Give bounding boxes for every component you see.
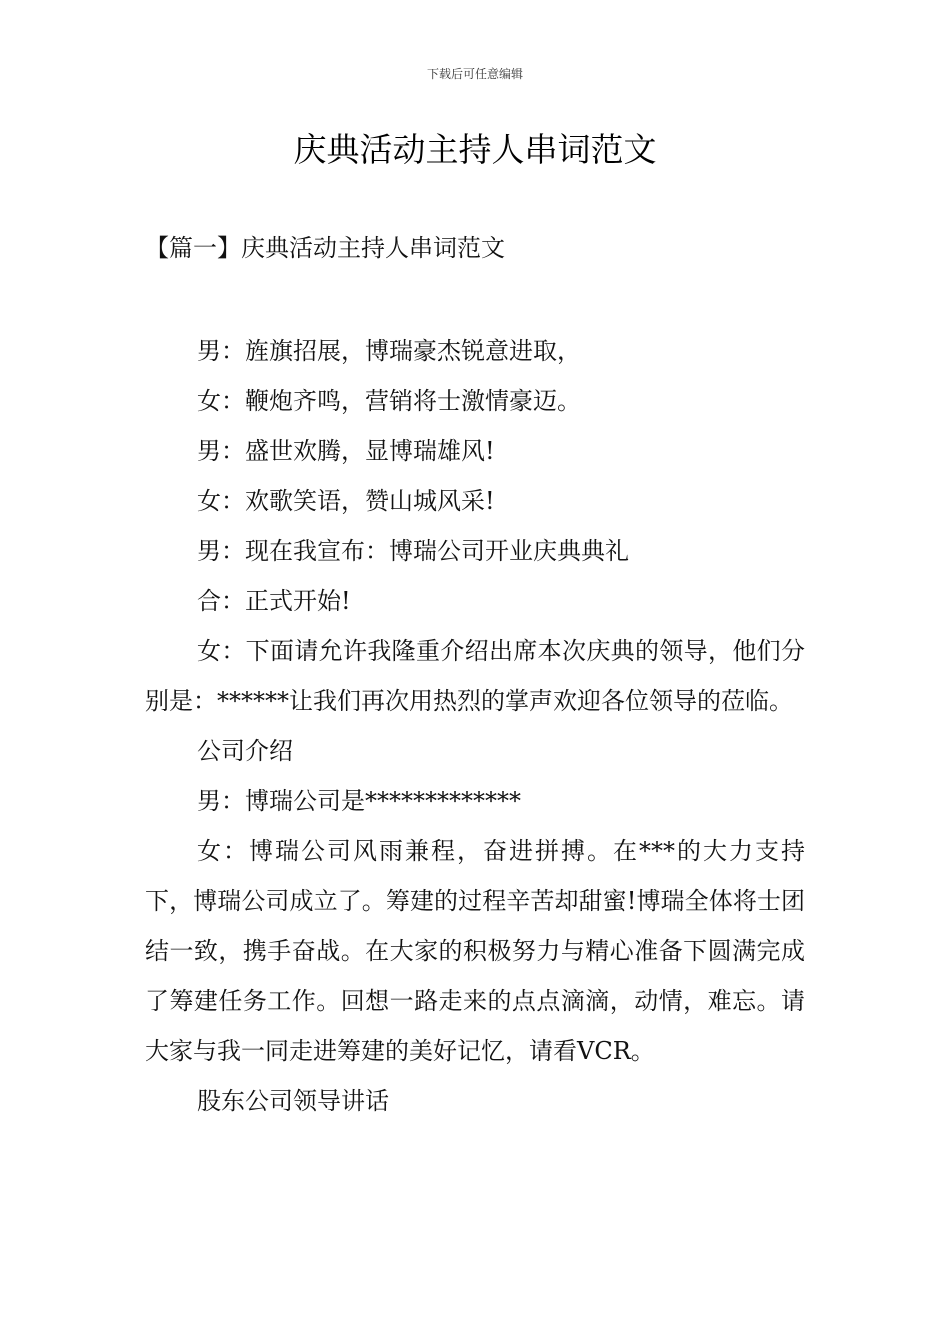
paragraph-male-2: 男：盛世欢腾，显博瑞雄风! xyxy=(197,437,495,465)
paragraph-male-3: 男：现在我宣布：博瑞公司开业庆典典礼 xyxy=(197,537,629,565)
paragraph-male-1: 男：旌旗招展，博瑞豪杰锐意进取， xyxy=(197,337,581,365)
subheading-company-intro: 公司介绍 xyxy=(197,737,293,765)
paragraph-together: 合：正式开始! xyxy=(197,587,351,615)
paragraph-female-3: 女：下面请允许我隆重介绍出席本次庆典的领导，他们分别是：******让我们再次用热烈的掌声欢迎各位领导的莅临。 xyxy=(145,637,805,715)
header-note: 下载后可任意编辑 xyxy=(426,67,523,81)
paragraph-female-2: 女：欢歌笑语，赞山城风采! xyxy=(197,487,495,515)
paragraph-female-4: 女：博瑞公司风雨兼程，奋进拼搏。在***的大力支持下，博瑞公司成立了。筹建的过程辛苦却甜蜜!博瑞全体将士团结一致，携手奋战。在大家的积极努力与精心准备下圆满完成了筹建任务工作。回想一路走来的点点滴滴，动情，难忘。请大家与我一同走进筹建的美好记忆，请看VCR。 xyxy=(145,837,805,1065)
subheading-shareholder-speech: 股东公司领导讲话 xyxy=(197,1087,389,1115)
paragraph-female-1: 女：鞭炮齐鸣，营销将士激情豪迈。 xyxy=(197,387,581,415)
document-title: 庆典活动主持人串词范文 xyxy=(293,130,657,169)
paragraph-male-4: 男：博瑞公司是************* xyxy=(197,787,521,815)
section-heading: 【篇一】庆典活动主持人串词范文 xyxy=(145,234,505,262)
document-body xyxy=(145,326,805,1126)
